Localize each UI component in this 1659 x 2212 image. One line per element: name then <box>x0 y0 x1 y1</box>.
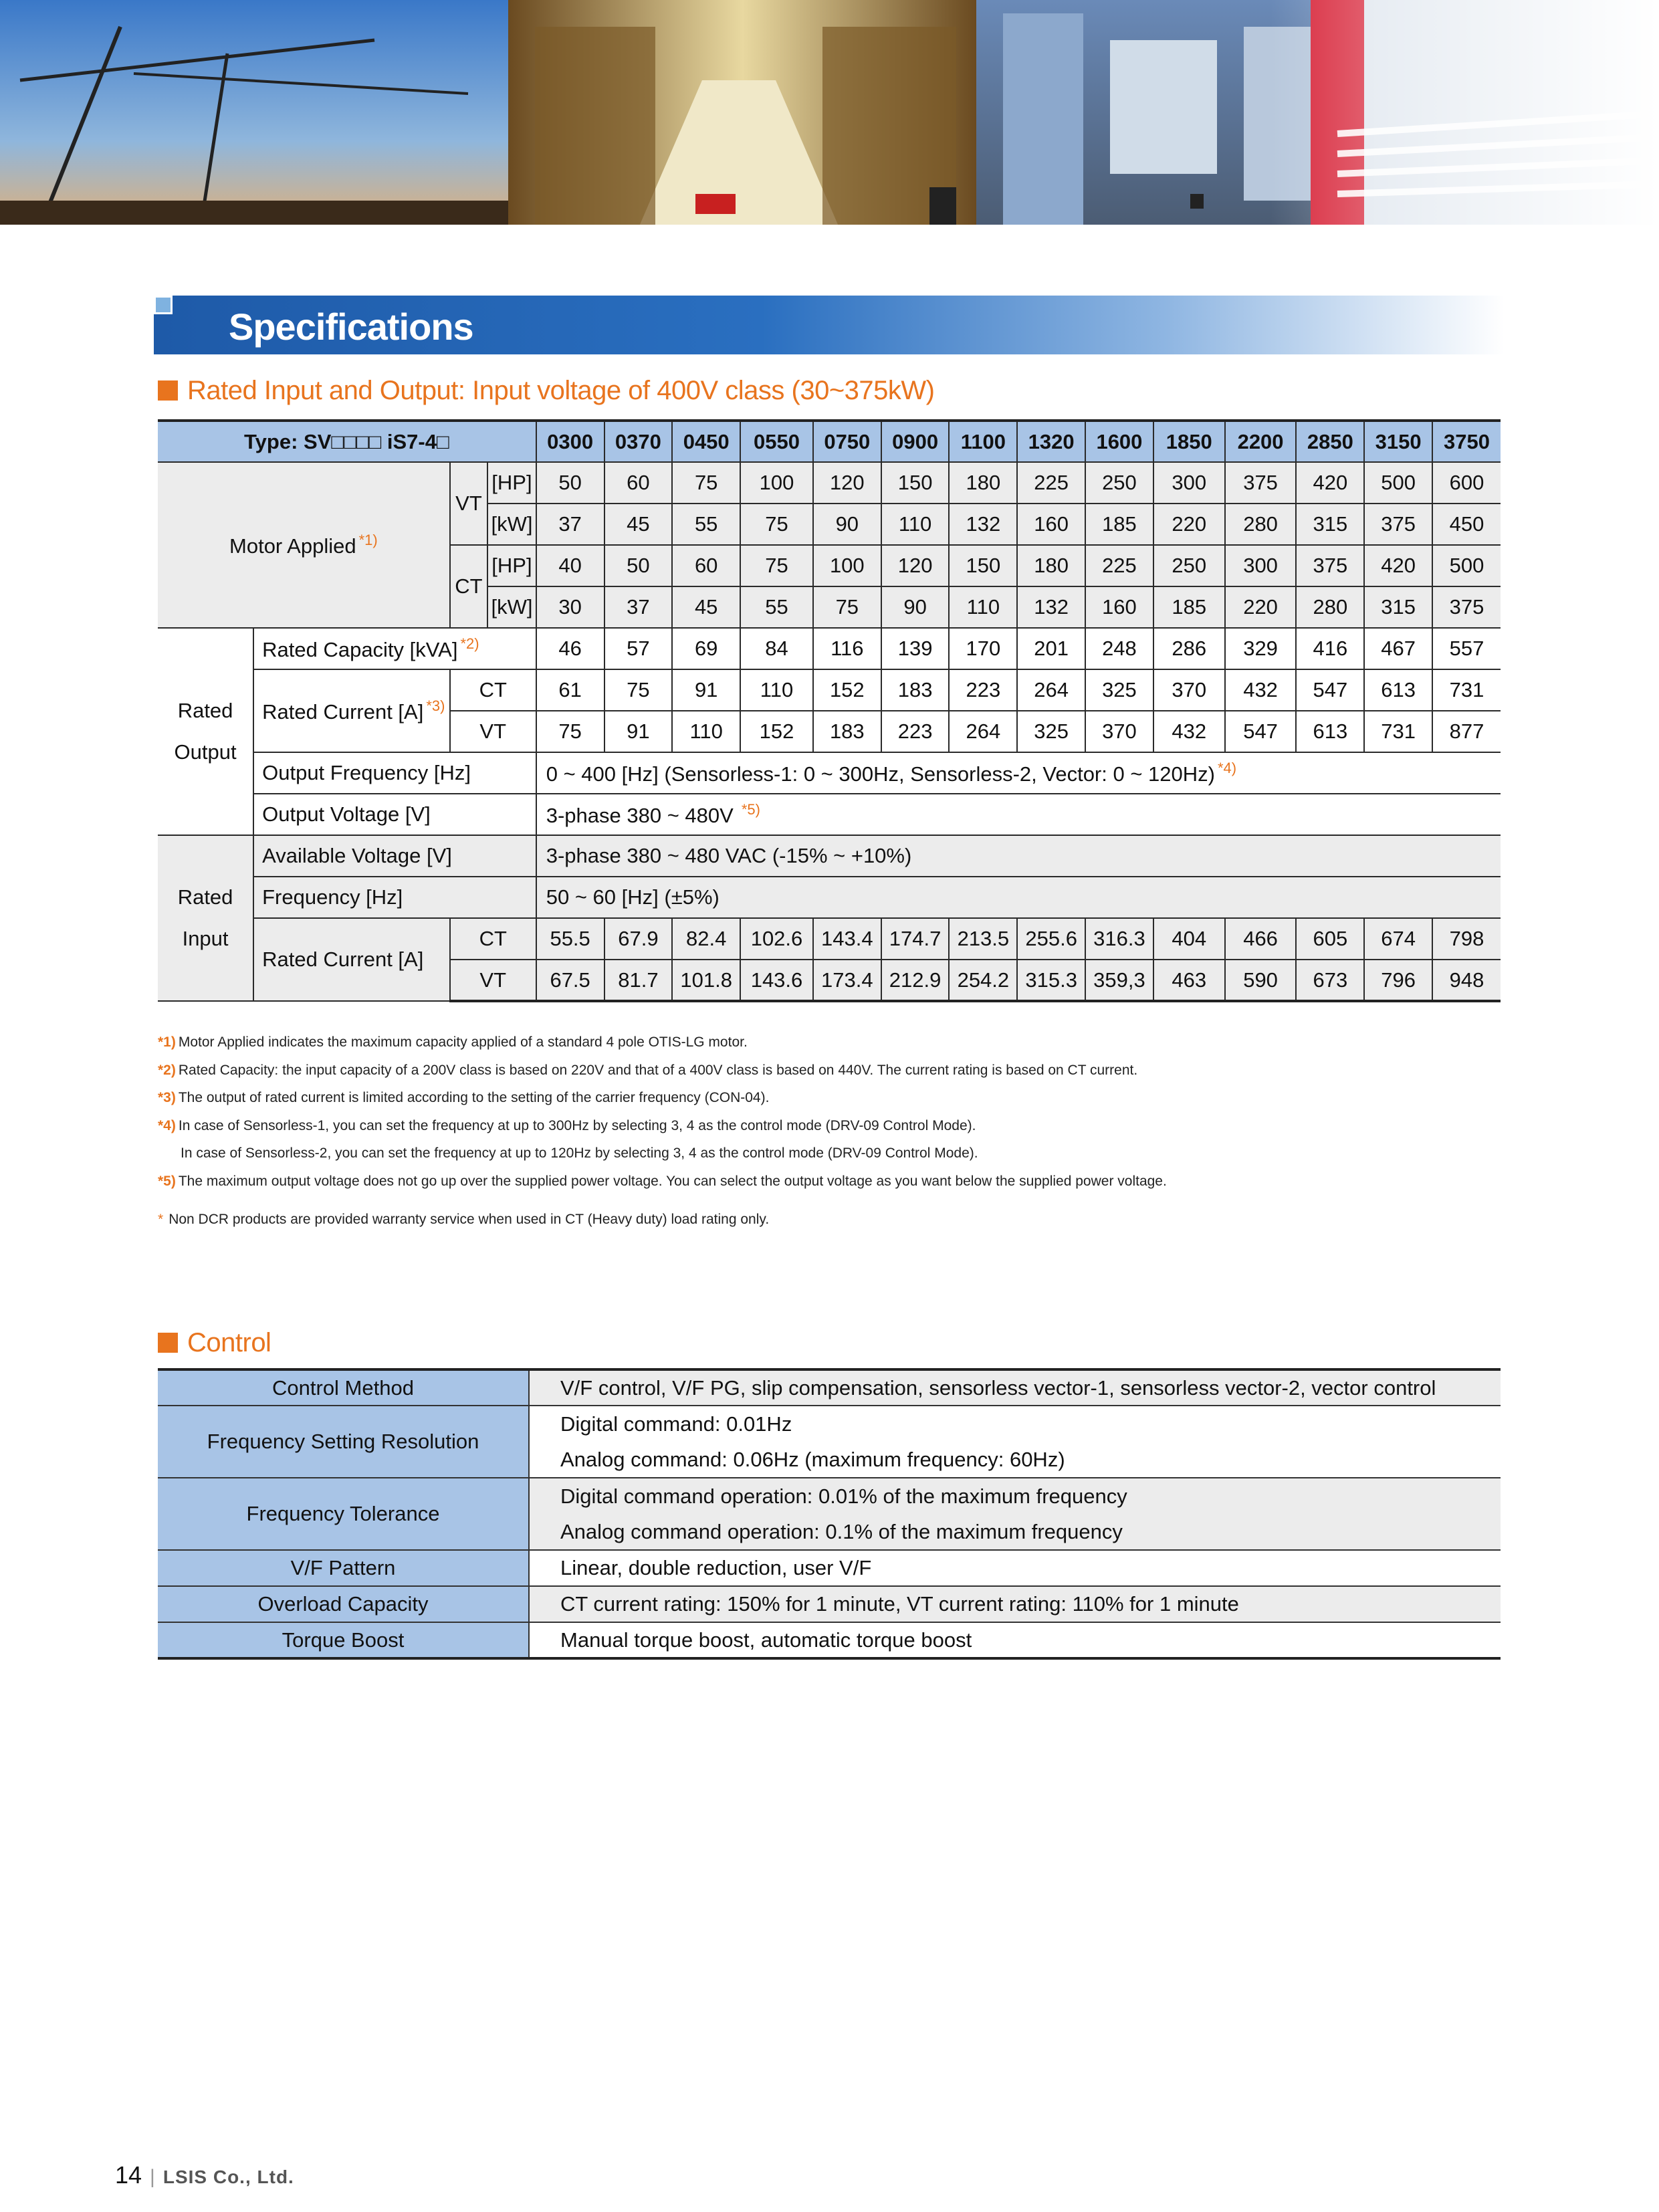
table-cell: 466 <box>1225 918 1297 960</box>
vf-pattern-value: Linear, double reduction, user V/F <box>529 1550 1501 1586</box>
output-frequency-row <box>158 752 1501 794</box>
table-cell: 91 <box>672 669 740 711</box>
freq-tolerance-label: Frequency Tolerance <box>158 1478 529 1550</box>
table-cell: 75 <box>672 462 740 504</box>
table-cell: 404 <box>1153 918 1225 960</box>
table-cell: 315 <box>1296 504 1364 545</box>
model-header-cell: 1600 <box>1085 421 1153 462</box>
table-cell: 69 <box>672 628 740 669</box>
table-cell: 84 <box>740 628 813 669</box>
table-cell: 254.2 <box>949 960 1017 1001</box>
table-cell: 674 <box>1364 918 1432 960</box>
model-header-cell: 0750 <box>813 421 881 462</box>
control-method-value: V/F control, V/F PG, slip compensation, sensorless vector-1, sensorless vector-2, vector control <box>529 1369 1501 1406</box>
ct-label: CT <box>450 545 487 628</box>
output-voltage-label: Output Voltage [V] <box>253 794 536 835</box>
table-cell: 100 <box>813 545 881 586</box>
output-frequency-value: 0 ~ 400 [Hz] (Sensorless-1: 0 ~ 300Hz, Sensorless-2, Vector: 0 ~ 120Hz) $^{*4)}$ <box>536 752 1501 794</box>
table-cell: 150 <box>949 545 1017 586</box>
table-cell: 557 <box>1432 628 1501 669</box>
table-cell: 329 <box>1225 628 1297 669</box>
table-cell: 170 <box>949 628 1017 669</box>
table-cell: 55 <box>740 586 813 628</box>
page-number: 14 <box>115 2161 142 2189</box>
control-table <box>158 1368 1501 1660</box>
rated-io-table <box>158 419 1501 1002</box>
model-header-cell: 2850 <box>1296 421 1364 462</box>
table-cell: 286 <box>1153 628 1225 669</box>
table-cell: 116 <box>813 628 881 669</box>
table-cell: 613 <box>1296 711 1364 752</box>
model-header-cell: 3150 <box>1364 421 1432 462</box>
table-cell: 220 <box>1153 504 1225 545</box>
type-header-row <box>158 421 1501 462</box>
table-cell: 547 <box>1225 711 1297 752</box>
table-cell: 75 <box>740 504 813 545</box>
table-cell: 120 <box>813 462 881 504</box>
ct-label: CT <box>450 918 536 960</box>
footnote: *4) In case of Sensorless-1, you can set the frequency at up to 300Hz by selecting 3, 4 as the control mode (DRV-09 Control Mode). <box>158 1117 976 1133</box>
motor-applied-label: Motor Applied $^{*1)}$ <box>158 462 450 628</box>
footnote: *2) Rated Capacity: the input capacity of a 200V class is based on 220V and that of a 400V class is based on 440V. The current rating is based on CT current. <box>158 1062 1138 1078</box>
torque-boost-value: Manual torque boost, automatic torque boost <box>529 1622 1501 1658</box>
model-header-cell: 1320 <box>1017 421 1085 462</box>
table-cell: 143.6 <box>740 960 813 1001</box>
orange-square-icon <box>158 1333 178 1353</box>
table-cell: 416 <box>1296 628 1364 669</box>
table-cell: 185 <box>1085 504 1153 545</box>
table-cell: 420 <box>1364 545 1432 586</box>
table-cell: 325 <box>1085 669 1153 711</box>
table-cell: 325 <box>1017 711 1085 752</box>
warranty-note: * Non DCR products are provided warranty service when used in CT (Heavy duty) load rating only. <box>158 1212 770 1227</box>
table-row <box>158 1478 1501 1514</box>
available-voltage-row <box>158 835 1501 877</box>
table-cell: 600 <box>1432 462 1501 504</box>
table-cell: 150 <box>881 462 950 504</box>
output-frequency-label: Output Frequency [Hz] <box>253 752 536 794</box>
table-cell: 46 <box>536 628 604 669</box>
model-header-cell: 1100 <box>949 421 1017 462</box>
table-cell: 101.8 <box>672 960 740 1001</box>
table-cell: 37 <box>536 504 604 545</box>
table-cell: 450 <box>1432 504 1501 545</box>
table-cell: 213.5 <box>949 918 1017 960</box>
available-voltage-value: 3-phase 380 ~ 480 VAC (-15% ~ +10%) <box>536 835 1501 877</box>
table-cell: 375 <box>1225 462 1297 504</box>
table-row <box>158 1550 1501 1586</box>
torque-boost-label: Torque Boost <box>158 1622 529 1658</box>
table-cell: 877 <box>1432 711 1501 752</box>
table-cell: 948 <box>1432 960 1501 1001</box>
table-row <box>158 628 1501 669</box>
vf-pattern-label: V/F Pattern <box>158 1550 529 1586</box>
table-cell: 264 <box>1017 669 1085 711</box>
table-cell: 60 <box>672 545 740 586</box>
table-cell: 160 <box>1017 504 1085 545</box>
table-cell: 280 <box>1296 586 1364 628</box>
table-cell: 110 <box>672 711 740 752</box>
model-header-cell: 0450 <box>672 421 740 462</box>
table-cell: 432 <box>1225 669 1297 711</box>
table-cell: 143.4 <box>813 918 881 960</box>
table-cell: 798 <box>1432 918 1501 960</box>
table-cell: 132 <box>1017 586 1085 628</box>
table-cell: 50 <box>536 462 604 504</box>
ct-label: CT <box>450 669 536 711</box>
table-cell: 180 <box>949 462 1017 504</box>
table-cell: 183 <box>881 669 950 711</box>
table-cell: 45 <box>604 504 673 545</box>
table-cell: 110 <box>740 669 813 711</box>
table-cell: 183 <box>813 711 881 752</box>
table-row <box>158 918 1501 960</box>
table-cell: 40 <box>536 545 604 586</box>
freq-tolerance-analog: Analog command operation: 0.1% of the maximum frequency <box>529 1514 1501 1550</box>
table-cell: 432 <box>1153 711 1225 752</box>
table-cell: 55.5 <box>536 918 604 960</box>
model-header-cell: 3750 <box>1432 421 1501 462</box>
model-header-cell: 2200 <box>1225 421 1297 462</box>
table-cell: 90 <box>881 586 950 628</box>
table-cell: 201 <box>1017 628 1085 669</box>
rated-input-label: Rated Input <box>158 835 253 1001</box>
unit-kw-label: [kW] <box>487 504 536 545</box>
table-cell: 220 <box>1225 586 1297 628</box>
model-header-cell: 1850 <box>1153 421 1225 462</box>
table-cell: 61 <box>536 669 604 711</box>
table-cell: 223 <box>881 711 950 752</box>
table-cell: 316.3 <box>1085 918 1153 960</box>
table-cell: 75 <box>536 711 604 752</box>
table-cell: 212.9 <box>881 960 950 1001</box>
unit-hp-label: [HP] <box>487 462 536 504</box>
rated-capacity-label: Rated Capacity [kVA] $^{*2)}$ <box>253 628 536 669</box>
type-header-cell: Type: SV□□□□ iS7-4□ <box>158 421 536 462</box>
table-cell: 57 <box>604 628 673 669</box>
table-cell: 81.7 <box>604 960 673 1001</box>
table-cell: 67.5 <box>536 960 604 1001</box>
model-header-cell: 0900 <box>881 421 950 462</box>
table-cell: 467 <box>1364 628 1432 669</box>
rated-current-label: Rated Current [A] $^{*3)}$ <box>253 669 450 752</box>
table-row <box>158 1622 1501 1658</box>
table-cell: 225 <box>1017 462 1085 504</box>
rated-output-label: Rated Output <box>158 628 253 835</box>
freq-resolution-label: Frequency Setting Resolution <box>158 1406 529 1478</box>
table-cell: 300 <box>1225 545 1297 586</box>
table-cell: 110 <box>881 504 950 545</box>
table-cell: 500 <box>1432 545 1501 586</box>
header-banner-image <box>0 0 1659 235</box>
footnote: In case of Sensorless-2, you can set the frequency at up to 120Hz by selecting 3, 4 as the control mode (DRV-09 Control Mode). <box>181 1145 978 1161</box>
table-cell: 100 <box>740 462 813 504</box>
table-cell: 796 <box>1364 960 1432 1001</box>
table-cell: 315.3 <box>1017 960 1085 1001</box>
control-heading: Control <box>158 1328 271 1358</box>
freq-resolution-digital: Digital command: 0.01Hz <box>560 1412 792 1436</box>
table-cell: 300 <box>1153 462 1225 504</box>
table-cell: 139 <box>881 628 950 669</box>
table-cell: 223 <box>949 669 1017 711</box>
footnotes <box>158 1028 1167 1234</box>
table-cell: 280 <box>1225 504 1297 545</box>
table-cell: 590 <box>1225 960 1297 1001</box>
footnote: *3) The output of rated current is limited according to the setting of the carrier frequency (CON-04). <box>158 1090 770 1105</box>
table-cell: 75 <box>740 545 813 586</box>
available-voltage-label: Available Voltage [V] <box>253 835 536 877</box>
table-cell: 55 <box>672 504 740 545</box>
table-cell: 102.6 <box>740 918 813 960</box>
overload-value: CT current rating: 150% for 1 minute, VT current rating: 110% for 1 minute <box>529 1586 1501 1622</box>
table-cell: 673 <box>1296 960 1364 1001</box>
frequency-label: Frequency [Hz] <box>253 877 536 918</box>
output-voltage-row <box>158 794 1501 835</box>
table-cell: 180 <box>1017 545 1085 586</box>
table-cell: 613 <box>1364 669 1432 711</box>
table-cell: 132 <box>949 504 1017 545</box>
table-cell: 75 <box>813 586 881 628</box>
footnote: *1) Motor Applied indicates the maximum capacity applied of a standard 4 pole OTIS-LG motor. <box>158 1034 748 1050</box>
freq-resolution-analog: Analog command: 0.06Hz (maximum frequency: 60Hz) <box>529 1442 1501 1478</box>
table-cell: 60 <box>604 462 673 504</box>
model-header-cell: 0300 <box>536 421 604 462</box>
table-cell: 420 <box>1296 462 1364 504</box>
table-row <box>158 1406 1501 1442</box>
table-cell: 174.7 <box>881 918 950 960</box>
table-cell: 731 <box>1364 711 1432 752</box>
table-cell: 173.4 <box>813 960 881 1001</box>
table-cell: 225 <box>1085 545 1153 586</box>
table-cell: 152 <box>740 711 813 752</box>
table-cell: 255.6 <box>1017 918 1085 960</box>
table-cell: 500 <box>1364 462 1432 504</box>
table-cell: 120 <box>881 545 950 586</box>
table-cell: 91 <box>604 711 673 752</box>
orange-square-icon <box>158 380 178 401</box>
table-cell: 152 <box>813 669 881 711</box>
vt-label: VT <box>450 462 487 545</box>
table-row <box>158 1586 1501 1622</box>
frequency-value: 50 ~ 60 [Hz] (±5%) <box>536 877 1501 918</box>
table-cell: 248 <box>1085 628 1153 669</box>
table-cell: 160 <box>1085 586 1153 628</box>
table-cell: 547 <box>1296 669 1364 711</box>
vt-label: VT <box>450 711 536 752</box>
footnote: *5) The maximum output voltage does not go up over the supplied power voltage. You can select the output voltage as you want below the supplied power voltage. <box>158 1173 1167 1189</box>
table-cell: 82.4 <box>672 918 740 960</box>
input-current-label: Rated Current [A] <box>253 918 450 1001</box>
table-cell: 375 <box>1364 504 1432 545</box>
table-cell: 110 <box>949 586 1017 628</box>
table-cell: 30 <box>536 586 604 628</box>
table-row <box>158 669 1501 711</box>
model-header-cell: 0370 <box>604 421 673 462</box>
control-method-label: Control Method <box>158 1369 529 1406</box>
output-voltage-value: 3-phase 380 ~ 480V $^{*5)}$ <box>536 794 1501 835</box>
table-cell: 45 <box>672 586 740 628</box>
freq-tolerance-digital: Digital command operation: 0.01% of the maximum frequency <box>529 1478 1501 1514</box>
table-cell: 359,3 <box>1085 960 1153 1001</box>
model-header-cell: 0550 <box>740 421 813 462</box>
frequency-row <box>158 877 1501 918</box>
table-cell: 375 <box>1432 586 1501 628</box>
table-cell: 605 <box>1296 918 1364 960</box>
table-cell: 50 <box>604 545 673 586</box>
table-cell: 185 <box>1153 586 1225 628</box>
overload-label: Overload Capacity <box>158 1586 529 1622</box>
table-cell: 375 <box>1296 545 1364 586</box>
table-cell: 67.9 <box>604 918 673 960</box>
table-cell: 370 <box>1153 669 1225 711</box>
table-cell: 315 <box>1364 586 1432 628</box>
table-cell: 264 <box>949 711 1017 752</box>
company-name: LSIS Co., Ltd. <box>162 2167 294 2187</box>
table-row <box>158 462 1501 504</box>
vt-label: VT <box>450 960 536 1001</box>
rated-io-heading: Rated Input and Output: Input voltage of 400V class (30~375kW) <box>158 376 935 406</box>
page-footer: 14 | LSIS Co., Ltd. <box>115 2161 294 2189</box>
table-cell: 250 <box>1085 462 1153 504</box>
table-cell: 731 <box>1432 669 1501 711</box>
table-cell: 75 <box>604 669 673 711</box>
table-cell: 37 <box>604 586 673 628</box>
section-title: Specifications <box>229 306 473 348</box>
table-cell: 370 <box>1085 711 1153 752</box>
table-cell: 250 <box>1153 545 1225 586</box>
table-cell: 463 <box>1153 960 1225 1001</box>
table-cell: 90 <box>813 504 881 545</box>
unit-kw-label: [kW] <box>487 586 536 628</box>
unit-hp-label: [HP] <box>487 545 536 586</box>
table-row <box>158 1369 1501 1406</box>
section-title-square-icon <box>154 296 173 314</box>
